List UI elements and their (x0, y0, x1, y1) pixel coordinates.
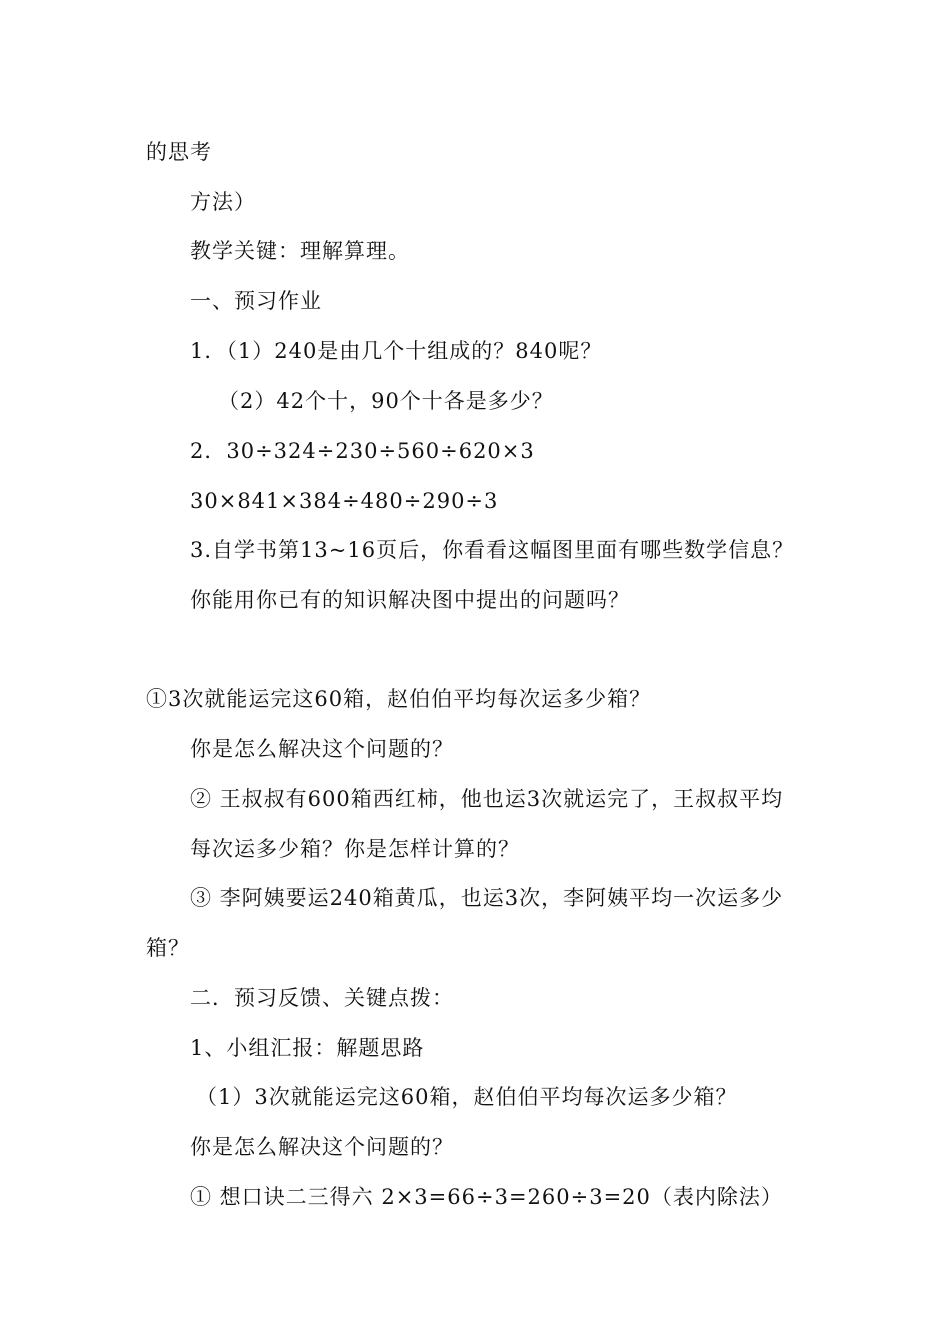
text-line: ② 王叔叔有600箱西红柿，他也运3次就运完了，王叔叔平均 (190, 787, 784, 811)
text-line: 1．（1）240是由几个十组成的？840呢？ (190, 339, 603, 363)
text-line: 箱？ (146, 936, 190, 960)
text-line: 你是怎么解决这个问题的？ (190, 737, 454, 761)
text-line: 方法） (190, 190, 256, 214)
text-line: ③ 李阿姨要运240箱黄瓜，也运3次，李阿姨平均一次运多少 (190, 886, 784, 910)
text-line: 你是怎么解决这个问题的？ (190, 1135, 454, 1159)
text-line: 你能用你已有的知识解决图中提出的问题吗？ (190, 588, 630, 612)
text-line: 30×841×384÷480÷290÷3 (190, 489, 499, 513)
text-line: 2．30÷324÷230÷560÷620×3 (190, 439, 535, 463)
text-line: ① 想口诀二三得六 2×3=66÷3=260÷3=20（表内除法） (190, 1185, 783, 1209)
text-line: （2）42个十，90个十各是多少？ (218, 389, 554, 413)
text-line: ①3次就能运完这60箱，赵伯伯平均每次运多少箱？ (146, 687, 652, 711)
text-line: 教学关键：理解算理。 (190, 239, 410, 263)
section-heading: 二．预习反馈、关键点拨： (190, 986, 454, 1010)
text-line: 的思考 (146, 140, 212, 164)
text-line: （1）3次就能运完这60箱，赵伯伯平均每次运多少箱？ (196, 1085, 738, 1109)
text-line: 3.自学书第13~16页后，你看看这幅图里面有哪些数学信息？ (190, 538, 795, 562)
section-heading: 一、预习作业 (190, 289, 322, 313)
text-line: 每次运多少箱？你是怎样计算的？ (190, 837, 520, 861)
text-line: 1、小组汇报：解题思路 (190, 1036, 425, 1060)
